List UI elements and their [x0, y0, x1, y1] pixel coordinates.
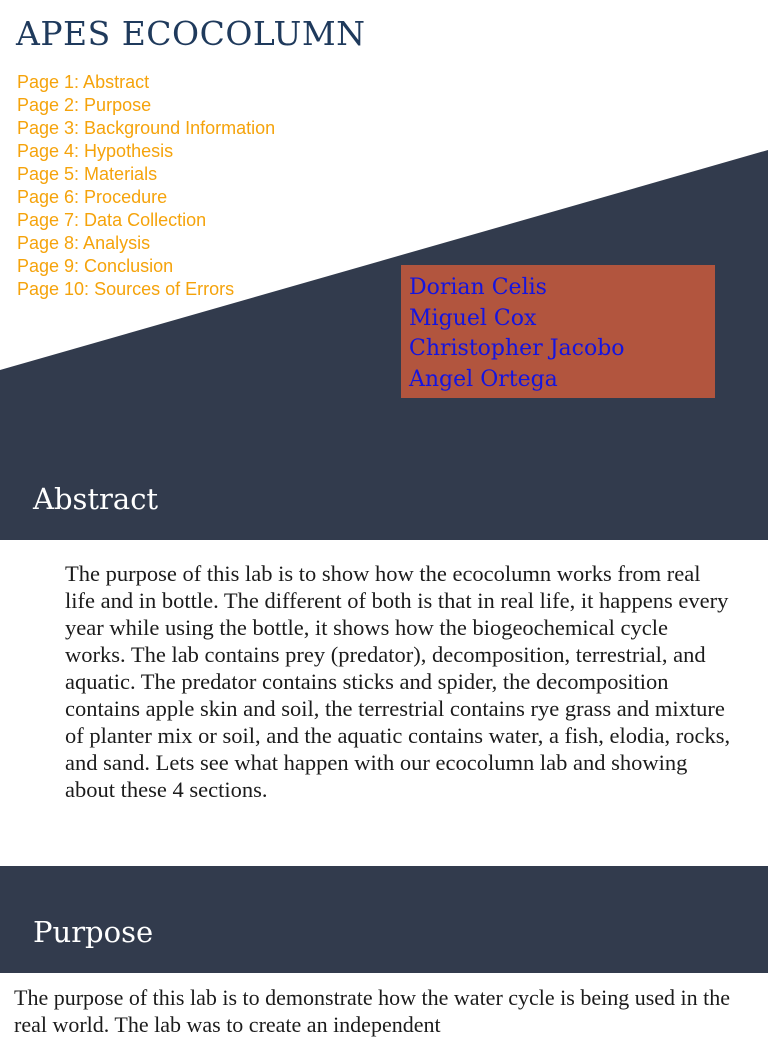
toc-item[interactable]: Page 5: Materials: [17, 164, 158, 184]
author-name: Miguel Cox: [409, 305, 537, 331]
abstract-header: [0, 460, 768, 540]
toc-item[interactable]: Page 2: Purpose: [17, 95, 152, 115]
table-of-contents: [17, 71, 275, 301]
author-name: Christopher Jacobo: [409, 336, 625, 361]
toc-item[interactable]: Page 4: Hypothesis: [17, 141, 174, 161]
toc-item[interactable]: Page 9: Conclusion: [17, 256, 174, 276]
author-name: Dorian Celis: [409, 275, 547, 300]
abstract-body: The purpose of this lab is to show how the ecocolumn works from real life and in bottle. The different of both is that in real life, it happens every year while using the bottle, it shows how the biogeochemical cycle works. The lab contains prey (predator), decomposition, terrestrial, and aquatic. The predator contains sticks and spider, the decomposition contains apple skin and soil, the terrestrial contains rye grass and mixture of planter mix or soil, and the aquatic contains water, a fish, elodia, rocks, and sand. Lets see what happen with our ecocolumn lab and showing about these 4 sections.: [65, 561, 731, 802]
purpose-body: The purpose of this lab is to demonstrate how the water cycle is being used in the real world. The lab was to create an independent: [14, 985, 731, 1037]
document-title: APES ECOCOLUMN: [16, 14, 366, 53]
authors-box: [401, 265, 715, 398]
purpose-header: [0, 866, 768, 973]
author-name: Angel Ortega: [409, 366, 558, 392]
toc-item[interactable]: Page 1: Abstract: [17, 72, 150, 92]
toc-item[interactable]: Page 3: Background Information: [17, 118, 276, 138]
abstract-heading: Abstract: [33, 482, 159, 516]
purpose-heading: Purpose: [33, 915, 154, 949]
toc-item[interactable]: Page 6: Procedure: [17, 187, 168, 207]
toc-item[interactable]: Page 8: Analysis: [17, 233, 151, 253]
toc-item[interactable]: Page 7: Data Collection: [17, 210, 207, 230]
toc-item[interactable]: Page 10: Sources of Errors: [17, 279, 235, 299]
